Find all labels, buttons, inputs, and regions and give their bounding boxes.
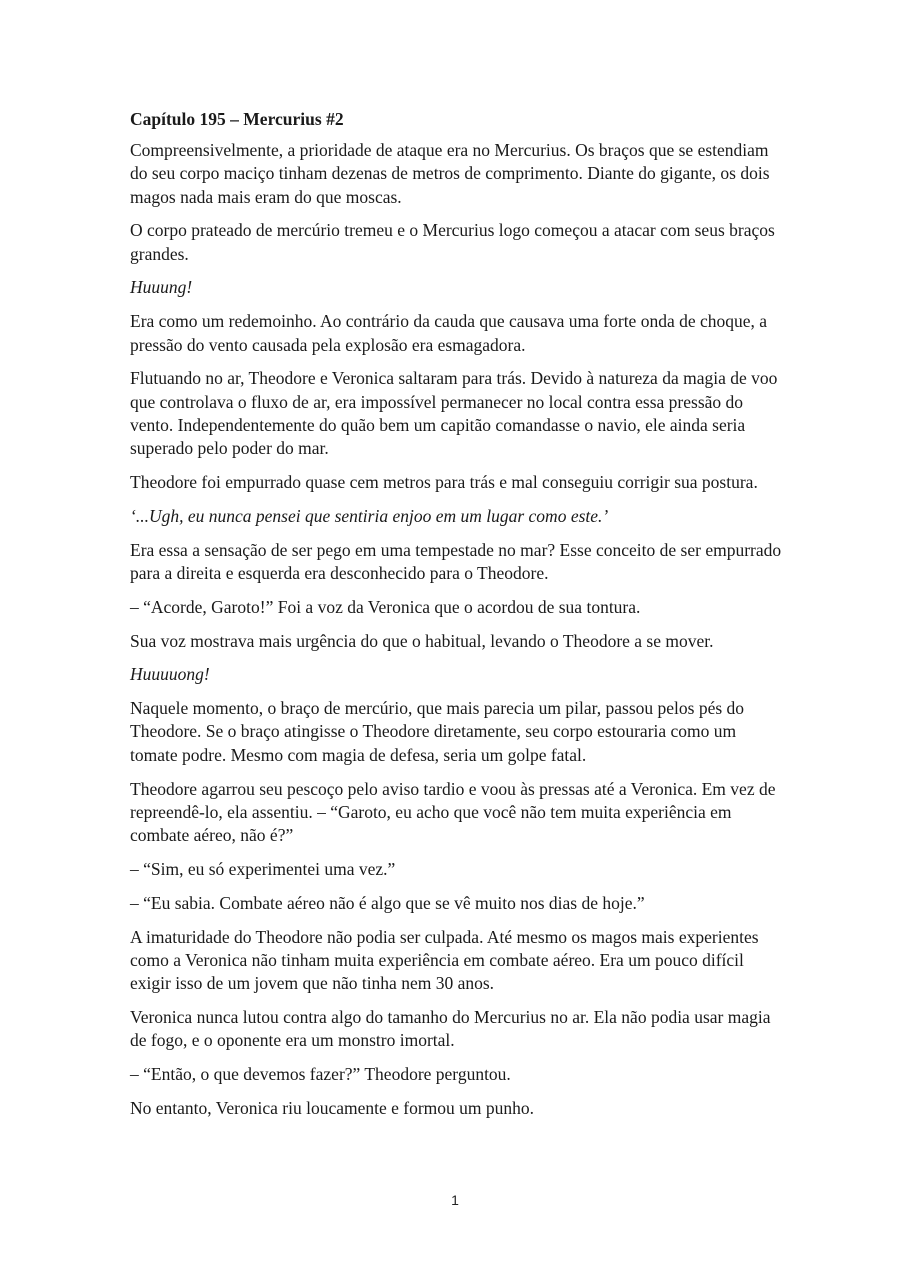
dialogue-4: – “Então, o que devemos fazer?” Theodore perguntou. [130, 1064, 511, 1084]
page-number: 1 [451, 1192, 459, 1208]
sound-effect-1: Huuung! [130, 277, 193, 298]
dialogue-1: – “Acorde, Garoto!” Foi a voz da Veronica que o acordou de sua tontura. [130, 596, 641, 617]
chapter-title: Capítulo 195 – Mercurius #2 [130, 109, 344, 129]
dialogue-2: – “Sim, eu só experimentei uma vez.” [130, 858, 396, 879]
paragraph-2: O corpo prateado de mercúrio tremeu e o Mercurius logo começou a atacar com seus braços grandes. [130, 220, 775, 264]
dialogue-3: – “Eu sabia. Combate aéreo não é algo que se vê muito nos dias de hoje.” [130, 892, 645, 913]
paragraph-4: Flutuando no ar, Theodore e Veronica saltaram para trás. Devido à natureza da magia de voo que controlava o fluxo de ar, era impossível permanecer no local contra essa pressão do vento. Independentemente do quão bem um capitão comandasse o navio, ele ainda seria superado pelo poder do mar. [130, 368, 778, 459]
paragraph-8: Naquele momento, o braço de mercúrio, que mais parecia um pilar, passou pelos pés do Theodore. Se o braço atingisse o Theodore diretamente, seu corpo estouraria como um tomate podre. Mesmo com magia de defesa, seria um golpe fatal. [130, 698, 745, 765]
paragraph-11: Veronica nunca lutou contra algo do tamanho do Mercurius no ar. Ela não podia usar magia de fogo, e o oponente era um monstro imortal. [130, 1006, 771, 1051]
paragraph-12: No entanto, Veronica riu loucamente e formou um punho. [130, 1097, 535, 1118]
paragraph-7: Sua voz mostrava mais urgência do que o habitual, levando o Theodore a se mover. [130, 630, 714, 651]
paragraph-6: Era essa a sensação de ser pego em uma tempestade no mar? Esse conceito de ser empurrado para a direita e esquerda era desconhecido para o Theodore. [130, 539, 782, 583]
paragraph-9: Theodore agarrou seu pescoço pelo aviso tardio e voou às pressas até a Veronica. Em vez de repreendê-lo, ela assentiu. – “Garoto, eu acho que você não tem muita experiência em combate aéreo, não é?” [130, 778, 776, 846]
paragraph-1: Compreensivelmente, a prioridade de ataque era no Mercurius. Os braços que se estendiam do seu corpo maciço tinham dezenas de metros de comprimento. Diante do gigante, os dois magos nada mais eram do que moscas. [130, 140, 770, 207]
paragraph-5: Theodore foi empurrado quase cem metros para trás e mal conseguiu corrigir sua postura. [130, 472, 758, 493]
inner-thought: ‘...Ugh, eu nunca pensei que sentiria enjoo em um lugar como este.’ [130, 505, 609, 526]
paragraph-10: A imaturidade do Theodore não podia ser culpada. Até mesmo os magos mais experientes como a Veronica não tinham muita experiência em combate aéreo. Era um pouco difícil exigir isso de um jovem que não tinha nem 30 anos. [130, 926, 759, 994]
sound-effect-2: Huuuuong! [130, 664, 210, 685]
paragraph-3: Era como um redemoinho. Ao contrário da cauda que causava uma forte onda de choque, a pressão do vento causada pela explosão era esmagadora. [130, 311, 768, 355]
